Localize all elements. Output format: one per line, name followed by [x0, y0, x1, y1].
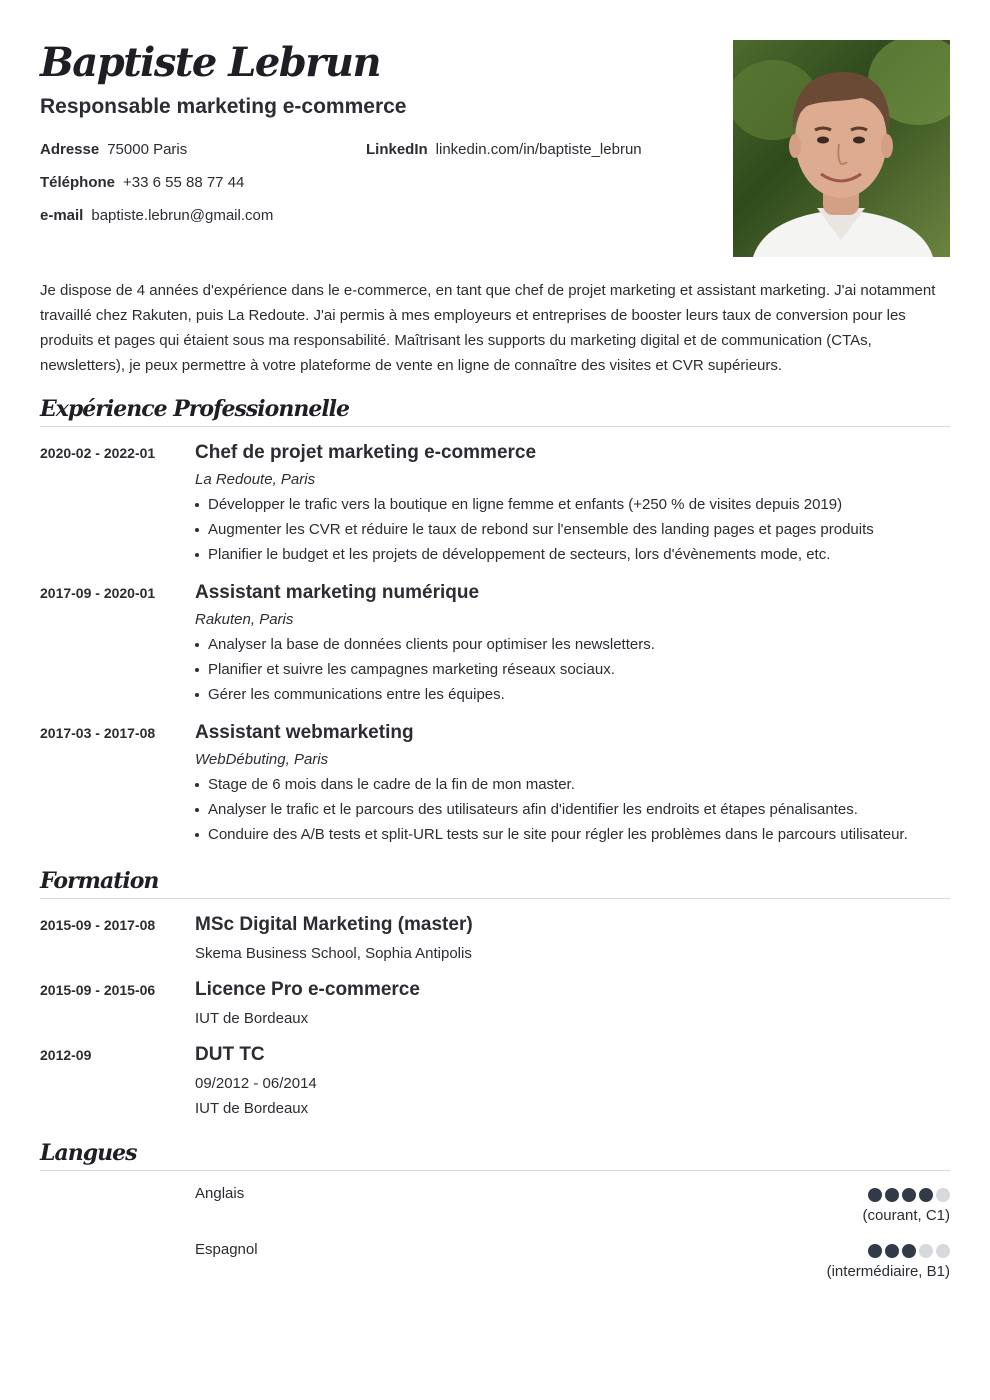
entry-dates: 2015-09 - 2015-06 — [40, 982, 156, 998]
contact-value: +33 6 55 88 77 44 — [123, 174, 245, 191]
contact-phone — [40, 173, 244, 193]
education-entry — [40, 1043, 950, 1123]
experience-section-header — [40, 392, 950, 427]
section-title: Expérience Professionnelle — [40, 396, 350, 422]
profile-photo — [733, 40, 950, 257]
contact-address — [40, 140, 187, 160]
rating-dot-filled — [885, 1244, 899, 1258]
contact-label: Adresse — [40, 141, 100, 158]
rating-dot-filled — [868, 1188, 882, 1202]
rating-dot-filled — [868, 1244, 882, 1258]
entry-title: Chef de projet marketing e-commerce — [195, 442, 537, 463]
entry-bullets — [195, 492, 950, 567]
contact-value: baptiste.lebrun@gmail.com — [91, 207, 274, 224]
language-name: Espagnol — [195, 1241, 258, 1258]
contact-value: linkedin.com/in/baptiste_lebrun — [435, 141, 642, 158]
entry-school: Skema Business School, Sophia Antipolis — [195, 945, 472, 962]
entry-bullets — [195, 772, 950, 847]
language-name: Anglais — [195, 1185, 245, 1202]
contact-label: e-mail — [40, 207, 84, 224]
education-entry — [40, 978, 950, 1033]
portrait-icon — [733, 40, 950, 257]
experience-entry — [40, 441, 950, 571]
entry-school: IUT de Bordeaux — [195, 1100, 309, 1117]
bullet-item: Gérer les communications entre les équipes. — [195, 682, 950, 707]
entry-dates: 2012-09 — [40, 1047, 92, 1063]
language-rating — [868, 1244, 950, 1258]
profile-summary: Je dispose de 4 années d'expérience dans le e-commerce, en tant que chef de projet marketing et assistant marketing. J'ai notamment travaillé chez Rakuten, puis La Redoute. J'ai permis à mes employeurs et entreprises de booster leurs taux de conversion pour les produits et pages qui étaient sous ma responsabilité. Maîtrisant les supports du marketing digital et de communication (CTAs, newsletters), je peux permettre à votre plateforme de vente en ligne de connaître des visites et CVR supérieurs. — [40, 282, 936, 374]
rating-dot-empty — [936, 1188, 950, 1202]
contact-email — [40, 206, 273, 226]
experience-entry — [40, 721, 950, 851]
bullet-item: Conduire des A/B tests et split-URL tests sur le site pour régler les problèmes dans le parcours utilisateur. — [195, 822, 950, 847]
candidate-name: Baptiste Lebrun — [40, 39, 381, 86]
entry-title: DUT TC — [195, 1044, 265, 1065]
contact-linkedin — [366, 140, 642, 160]
section-title: Formation — [40, 868, 159, 894]
experience-entry — [40, 581, 950, 711]
entry-dates: 2017-03 - 2017-08 — [40, 725, 156, 741]
education-section-header — [40, 864, 950, 899]
entry-period: 09/2012 - 06/2014 — [195, 1075, 317, 1092]
entry-dates: 2015-09 - 2017-08 — [40, 917, 156, 933]
job-title: Responsable marketing e-commerce — [40, 95, 407, 118]
entry-school: IUT de Bordeaux — [195, 1010, 309, 1027]
entry-dates: 2020-02 - 2022-01 — [40, 445, 156, 461]
entry-title: Assistant marketing numérique — [195, 582, 480, 603]
bullet-item: Planifier le budget et les projets de développement de secteurs, lors d'évènements mode, etc. — [195, 542, 950, 567]
entry-company: Rakuten, Paris — [195, 611, 294, 628]
entry-dates: 2017-09 - 2020-01 — [40, 585, 156, 601]
entry-title: MSc Digital Marketing (master) — [195, 914, 473, 935]
bullet-item: Développer le trafic vers la boutique en ligne femme et enfants (+250 % de visites depuis 2019) — [195, 492, 950, 517]
entry-company: WebDébuting, Paris — [195, 751, 329, 768]
bullet-item: Planifier et suivre les campagnes marketing réseaux sociaux. — [195, 657, 950, 682]
rating-dot-filled — [919, 1188, 933, 1202]
rating-dot-filled — [885, 1188, 899, 1202]
language-item — [195, 1184, 950, 1232]
language-rating — [868, 1188, 950, 1202]
languages-section-header — [40, 1136, 950, 1171]
language-item — [195, 1240, 950, 1288]
bullet-item: Augmenter les CVR et réduire le taux de rebond sur l'ensemble des landing pages et pages produits — [195, 517, 950, 542]
bullet-item: Analyser la base de données clients pour optimiser les newsletters. — [195, 632, 950, 657]
education-entry — [40, 913, 950, 968]
section-title: Langues — [40, 1140, 137, 1166]
bullet-item: Stage de 6 mois dans le cadre de la fin de mon master. — [195, 772, 950, 797]
entry-title: Assistant webmarketing — [195, 722, 414, 743]
contact-label: LinkedIn — [366, 141, 428, 158]
entry-company: La Redoute, Paris — [195, 471, 316, 488]
entry-title: Licence Pro e-commerce — [195, 979, 420, 1000]
bullet-item: Analyser le trafic et le parcours des utilisateurs afin d'identifier les endroits et étapes pénalisantes. — [195, 797, 950, 822]
language-level: (courant, C1) — [862, 1207, 950, 1224]
contact-value: 75000 Paris — [107, 141, 188, 158]
rating-dot-empty — [936, 1244, 950, 1258]
rating-dot-filled — [902, 1244, 916, 1258]
rating-dot-filled — [902, 1188, 916, 1202]
entry-bullets — [195, 632, 950, 707]
contact-label: Téléphone — [40, 174, 116, 191]
language-level: (intermédiaire, B1) — [826, 1263, 950, 1280]
rating-dot-empty — [919, 1244, 933, 1258]
